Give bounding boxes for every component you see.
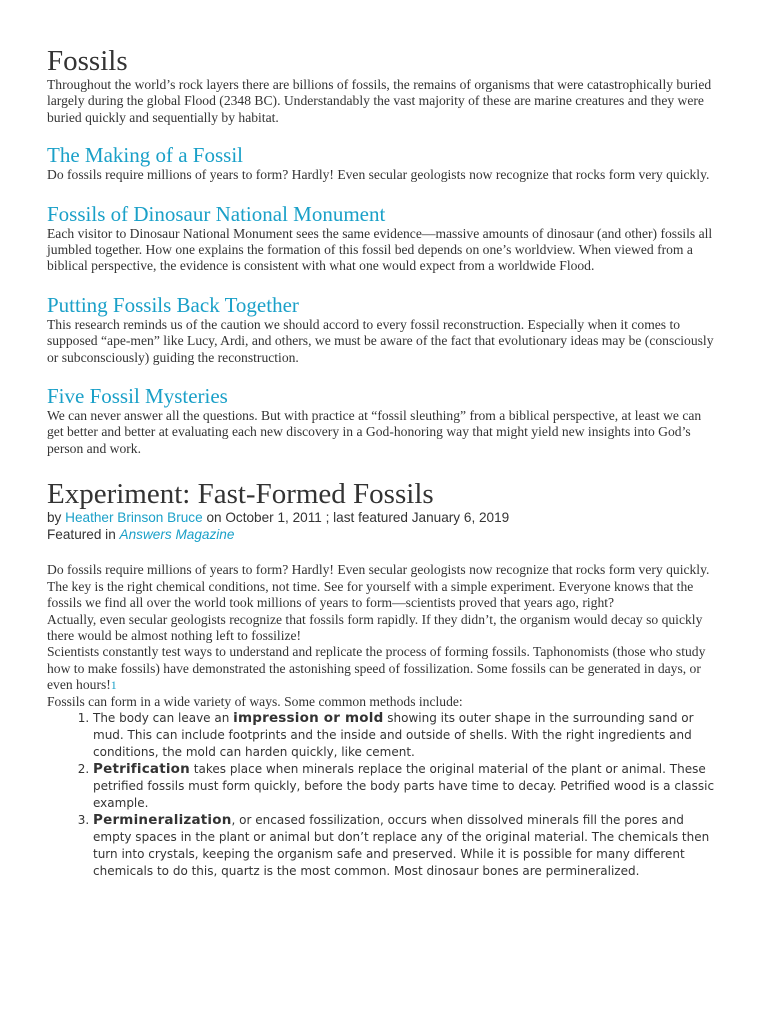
author-link[interactable]: Heather Brinson Bruce: [65, 510, 203, 526]
section-text-dinosaur-monument: Each visitor to Dinosaur National Monument sees the same evidence—massive amounts of dinosaur (and other) fossils all jumbled together. How one explains the formation of this fossil bed depends on one’s worldview. When viewed from a biblical perspective, the evidence is consistent with what one would expect from a worldwide Flood.: [47, 225, 713, 274]
section-heading-making-of-fossil[interactable]: The Making of a Fossil: [47, 143, 243, 168]
list-item-lead: The body can leave an: [93, 710, 234, 725]
list-item-text: showing its outer shape in the surrounding sand or mud. This can include footprints and the inside and outside of shells. With the right ingredients and conditions, the mold can harden quickly, like cement.: [93, 710, 694, 759]
article-title: Experiment: Fast-Formed Fossils: [47, 478, 434, 511]
footnote-link[interactable]: 1: [110, 678, 117, 693]
article-paragraph-2: Actually, even secular geologists recognize that fossils form rapidly. If they didn’t, the organism would decay so quickly there would be almost nothing left to fossilize!: [47, 611, 703, 643]
list-item-text: takes place when minerals replace the original material of the plant or animal. These petrified fossils must form quickly, before the body parts have time to decay. Petrified wood is a classic example.: [93, 761, 715, 810]
section-text-making-of-fossil: Do fossils require millions of years to form? Hardly! Even secular geologists now recognize that rocks form very quickly.: [47, 167, 710, 183]
section-heading-dinosaur-monument[interactable]: Fossils of Dinosaur National Monument: [47, 201, 386, 226]
byline: [47, 510, 721, 527]
featured-line: [47, 527, 721, 544]
list-intro: Fossils can form in a wide variety of ways. Some common methods include:: [47, 693, 463, 709]
article-paragraph-1: Do fossils require millions of years to form? Hardly! Even secular geologists now recognize that rocks form very quickly. The key is the right chemical conditions, not time. See for yourself with a simple experiment. Everyone knows that the fossils we find all over the world took millions of years to form—scientists proved that years ago, right?: [47, 562, 710, 611]
list-item-term: impression or mold: [233, 709, 384, 726]
list-item-term: Permineralization: [93, 811, 232, 828]
featured-prefix: Featured in: [47, 526, 120, 542]
byline-date: on October 1, 2011 ; last featured January 6, 2019: [202, 510, 510, 526]
section-text-putting-fossils-together: This research reminds us of the caution we should accord to every fossil reconstruction. Especially when it comes to supposed “ape-men” like Lucy, Ardi, and others, we must be aware of the fact that evolutionary ideas may be (consciously or subconsciously) guiding the reconstruction.: [47, 316, 714, 365]
list-item-term: Petrification: [93, 760, 190, 777]
list-item-text: , or encased fossilization, occurs when dissolved minerals fill the pores and empty spaces in the plant or animal but don’t replace any of the original material. The chemicals then turn into crystals, keeping the organism safe and preserved. While it is possible for many different chemicals to do this, quartz is the most common. Most dinosaur bones are permineralized.: [93, 812, 710, 878]
section-text-five-mysteries: We can never answer all the questions. But with practice at “fossil sleuthing” from a biblical perspective, at least we can get better and better at evaluating each new discovery in a God-honoring way that might yield new insights into God’s person and work.: [47, 408, 702, 456]
section-heading-five-mysteries[interactable]: Five Fossil Mysteries: [47, 384, 228, 409]
methods-list: [47, 710, 721, 880]
article-paragraph-3: [47, 644, 721, 693]
intro-paragraph: Throughout the world’s rock layers there are billions of fossils, the remains of organisms that were catastrophically buried largely during the global Flood (2348 BC). Understandably the vast majority of these are marine creatures and they were buried quickly and sequentially by habitat.: [47, 77, 712, 125]
article-paragraph-3-text: Scientists constantly test ways to understand and replicate the process of forming fossils. Taphonomists (those who study how to make fossils) have demonstrated the astonishing speed of fossilization. Some fossils can be generated in days, or even hours!: [47, 644, 706, 693]
section-heading-putting-fossils-together[interactable]: Putting Fossils Back Together: [47, 292, 299, 317]
byline-prefix: by: [47, 510, 66, 526]
list-item: [93, 761, 721, 812]
list-item: [93, 710, 721, 761]
list-item: [93, 812, 721, 880]
page-title: Fossils: [47, 45, 128, 77]
magazine-link[interactable]: Answers Magazine: [119, 526, 235, 542]
